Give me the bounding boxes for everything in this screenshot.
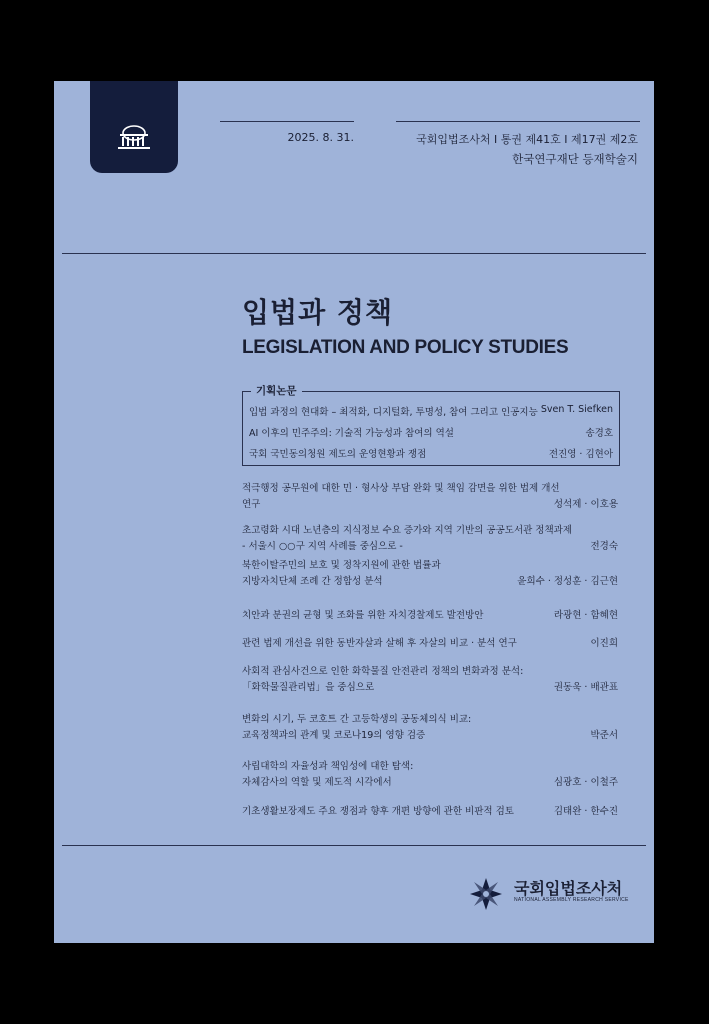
article-title-line1: 초고령화 시대 노년층의 지식정보 수요 증가와 지역 기반의 공공도서관 정책과제	[242, 525, 573, 536]
publisher-name-korean: 국회입법조사처	[514, 879, 623, 898]
article-author: 이진희	[590, 638, 618, 649]
journal-note: 한국연구재단 등재학술지	[512, 152, 638, 166]
article-title-line2: 자체감사의 역할 및 제도적 시각에서	[242, 777, 392, 788]
article-title-line2: 교육정책과의 관계 및 코로나19의 영향 검증	[242, 730, 426, 741]
featured-title: 입법 과정의 현대화 – 최적화, 디지털화, 투명성, 참여 그리고 인공지능	[249, 407, 538, 418]
nars-star-icon	[468, 876, 504, 912]
article-author: 윤희수 · 정성훈 · 김근현	[517, 576, 618, 587]
article-item	[242, 558, 618, 590]
article-item	[242, 608, 618, 624]
featured-label: 기획논문	[251, 383, 302, 398]
article-item	[242, 636, 618, 652]
article-author: 라광현 · 함혜현	[553, 610, 618, 621]
issue-date: 2025. 8. 31.	[287, 131, 354, 144]
article-item	[242, 804, 618, 820]
article-title-line1: 관련 법제 개선을 위한 동반자살과 살해 후 자살의 비교 · 분석 연구	[242, 638, 517, 649]
article-title-line2: 지방자치단체 조례 간 정합성 분석	[242, 576, 383, 587]
featured-item	[249, 425, 613, 439]
article-author: 김태완 · 한수진	[553, 806, 618, 817]
article-author: 심광호 · 이철주	[553, 777, 618, 788]
title-korean: 입법과 정책	[242, 296, 393, 329]
national-assembly-dome-icon	[112, 123, 156, 151]
title-english: LEGISLATION AND POLICY STUDIES	[242, 337, 569, 358]
article-author: 성석제 · 이호용	[553, 499, 618, 510]
featured-item	[249, 446, 613, 460]
featured-title: AI 이후의 민주주의: 기술적 가능성과 참여의 역설	[249, 428, 454, 439]
article-title-line1: 변화의 시기, 두 코호트 간 고등학생의 공동체의식 비교:	[242, 714, 472, 725]
article-author: 박준서	[590, 730, 618, 741]
article-author: 권동욱 · 배관표	[553, 682, 618, 693]
featured-author: Sven T. Siefken	[540, 404, 613, 415]
article-title-line1: 사회적 관심사건으로 인한 화학물질 안전관리 정책의 변화과정 분석:	[242, 666, 524, 677]
article-author: 전경숙	[590, 541, 618, 552]
publisher-name-english: NATIONAL ASSEMBLY RESEARCH SERVICE	[514, 897, 629, 903]
article-title-line2: 「화학물질관리법」을 중심으로	[242, 682, 375, 693]
article-title-line1: 치안과 분권의 균형 및 조화를 위한 자치경찰제도 발전방안	[242, 610, 484, 621]
featured-papers-box	[242, 385, 620, 466]
featured-author: 전진영 · 김현아	[548, 449, 613, 460]
publisher-logo	[468, 876, 638, 912]
article-item	[242, 523, 618, 555]
article-title-line1: 사립대학의 자율성과 책임성에 대한 탐색:	[242, 761, 414, 772]
featured-author: 송경호	[585, 428, 613, 439]
article-item	[242, 481, 618, 513]
header-rule-left	[220, 121, 354, 122]
bottom-divider	[62, 845, 646, 846]
featured-title: 국회 국민동의청원 제도의 운영현황과 쟁점	[249, 449, 427, 460]
journal-cover	[54, 81, 654, 943]
issue-number: 국회입법조사처 Ⅰ 통권 제41호 Ⅰ 제17권 제2호	[416, 133, 638, 146]
article-item	[242, 664, 618, 696]
top-divider	[62, 253, 646, 254]
header-rule-right	[396, 121, 640, 122]
article-title-line1: 적극행정 공무원에 대한 민 · 형사상 부담 완화 및 책임 감면을 위한 법제 개선 연구	[242, 483, 560, 510]
article-title-line2: - 서울시 ○○구 지역 사례를 중심으로 -	[242, 541, 403, 552]
featured-item	[249, 404, 613, 418]
article-item	[242, 712, 618, 744]
article-title-line1: 북한이탈주민의 보호 및 정착지원에 관한 법률과	[242, 560, 441, 571]
article-item	[242, 759, 618, 791]
emblem-tab	[90, 81, 178, 173]
article-title-line1: 기초생활보장제도 주요 쟁점과 향후 개편 방향에 관한 비판적 검토	[242, 806, 514, 817]
